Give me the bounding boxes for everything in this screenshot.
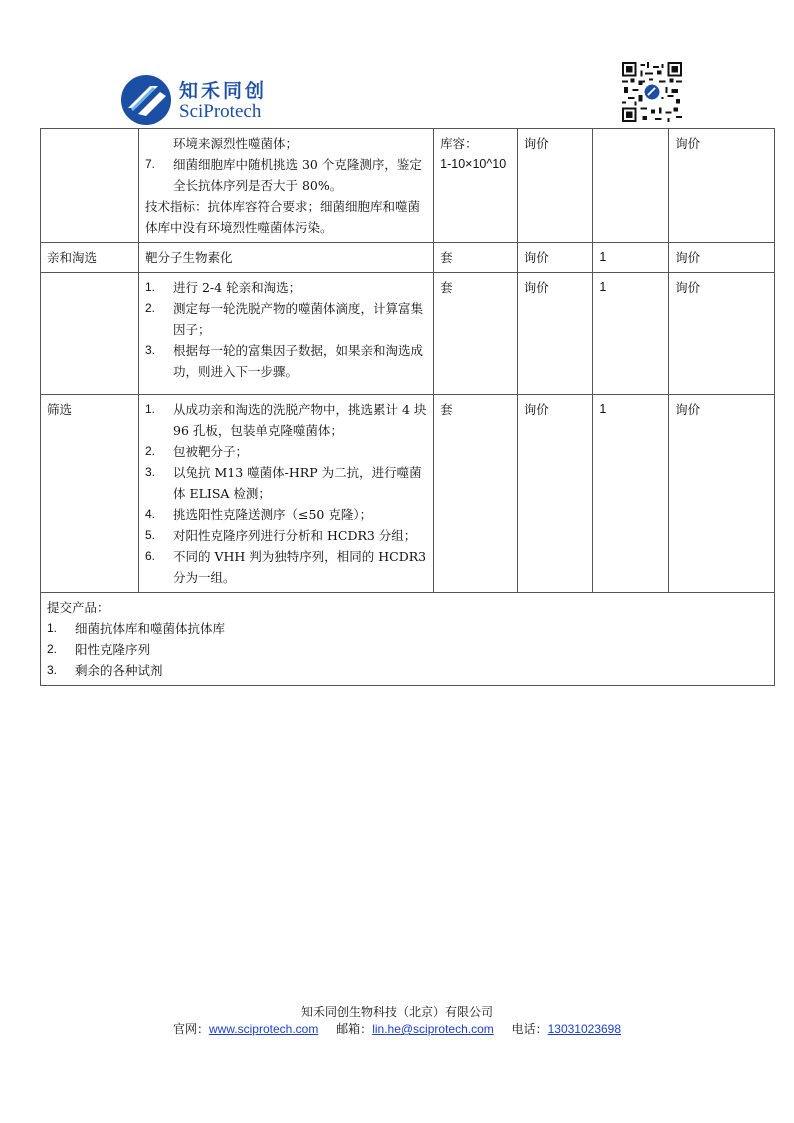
unit-label: 库容： [440, 136, 478, 151]
table-row [41, 395, 775, 593]
table-row [41, 243, 775, 273]
list-number: 1. [145, 402, 156, 416]
list-item [47, 660, 768, 681]
list-number: 3. [47, 663, 58, 677]
content-cell [139, 395, 434, 593]
website-label: 官网： [172, 1022, 209, 1036]
list-item [145, 277, 427, 298]
list-item [47, 618, 768, 639]
list-number: 1. [145, 280, 156, 294]
email-link[interactable]: lin.he@sciprotech.com [372, 1022, 494, 1036]
unit-cell: 套 [434, 273, 518, 395]
logo-chinese-name: 知禾同创 [179, 80, 268, 102]
list-text: 对阳性克隆序列进行分析和 HCDR3 分组； [173, 528, 417, 543]
content-cell: 靶分子生物素化 [139, 243, 434, 273]
company-logo [120, 72, 300, 128]
list-text: 包被靶分子； [173, 444, 249, 459]
stage-cell: 亲和淘选 [41, 243, 139, 273]
library-capacity: 1-10×10^10 [440, 157, 507, 171]
list-item [47, 639, 768, 660]
logo-english-name: SciProtech [179, 101, 262, 122]
quantity-cell: 1 [593, 273, 669, 395]
continued-line: 环境来源烈性噬菌体； [173, 136, 299, 151]
service-table [40, 128, 775, 686]
table-row [41, 273, 775, 395]
list-text: 从成功亲和淘选的洗脱产物中，挑选累计 4 块 96 孔板，包装单克隆噬菌体； [173, 402, 427, 438]
content-cell [139, 273, 434, 395]
price-cell: 询价 [517, 129, 593, 243]
unit-cell [434, 129, 518, 243]
list-number: 7. [145, 157, 156, 171]
list-text: 阳性克隆序列 [75, 642, 151, 657]
unit-cell: 套 [434, 243, 518, 273]
list-number: 5. [145, 528, 156, 542]
total-cell: 询价 [669, 243, 775, 273]
list-item [145, 546, 427, 588]
page-footer [0, 1004, 794, 1038]
list-text: 测定每一轮洗脱产物的噬菌体滴度，计算富集因子； [173, 301, 424, 337]
stage-cell [41, 273, 139, 395]
list-text: 剩余的各种试剂 [75, 663, 163, 678]
qr-code-icon [622, 62, 682, 122]
email-label: 邮箱： [336, 1022, 373, 1036]
list-number: 3. [145, 465, 156, 479]
list-item [145, 298, 427, 340]
unit-cell: 套 [434, 395, 518, 593]
deliverables-cell [41, 593, 775, 686]
total-cell: 询价 [669, 395, 775, 593]
list-item [145, 525, 427, 546]
list-number: 2. [145, 444, 156, 458]
table-row [41, 129, 775, 243]
quantity-cell: 1 [593, 395, 669, 593]
list-text: 挑选阳性克隆送测序（≤50 克隆）； [173, 507, 373, 522]
price-cell: 询价 [517, 243, 593, 273]
list-item [145, 462, 427, 504]
list-number: 3. [145, 343, 156, 357]
list-number: 2. [47, 642, 58, 656]
quantity-cell [593, 129, 669, 243]
list-item [145, 504, 427, 525]
list-number: 6. [145, 549, 156, 563]
list-text: 以兔抗 M13 噬菌体-HRP 为二抗，进行噬菌体 ELISA 检测； [173, 465, 422, 501]
list-item [145, 340, 427, 382]
technical-spec: 技术指标：抗体库容符合要求；细菌细胞库和噬菌体库中没有环境烈性噬菌体污染。 [145, 199, 421, 235]
total-cell: 询价 [669, 129, 775, 243]
table-row [41, 593, 775, 686]
stage-cell [41, 129, 139, 243]
list-text: 不同的 VHH 判为独特序列，相同的 HCDR3 分为一组。 [173, 549, 427, 585]
phone-link[interactable]: 13031023698 [547, 1022, 622, 1036]
list-number: 4. [145, 507, 156, 521]
total-cell: 询价 [669, 273, 775, 395]
price-cell: 询价 [517, 273, 593, 395]
website-link[interactable]: www.sciprotech.com [208, 1022, 319, 1036]
list-text: 细菌抗体库和噬菌体抗体库 [75, 621, 226, 636]
deliverables-title: 提交产品： [47, 600, 110, 615]
price-cell: 询价 [517, 395, 593, 593]
list-text: 进行 2-4 轮亲和淘选； [173, 280, 302, 295]
logo-emblem-icon [120, 74, 172, 126]
list-item [145, 399, 427, 441]
list-item [145, 154, 427, 196]
phone-label: 电话： [511, 1022, 548, 1036]
list-number: 2. [145, 301, 156, 315]
list-number: 1. [47, 621, 58, 635]
company-name: 知禾同创生物科技（北京）有限公司 [300, 1005, 493, 1019]
stage-cell: 筛选 [41, 395, 139, 593]
list-item [145, 441, 427, 462]
contact-line [0, 1021, 794, 1038]
list-text: 根据每一轮的富集因子数据，如果亲和淘选成功，则进入下一步骤。 [173, 343, 424, 379]
quantity-cell: 1 [593, 243, 669, 273]
content-cell [139, 129, 434, 243]
list-text: 细菌细胞库中随机挑选 30 个克隆测序，鉴定全长抗体序列是否大于 80%。 [173, 157, 422, 193]
